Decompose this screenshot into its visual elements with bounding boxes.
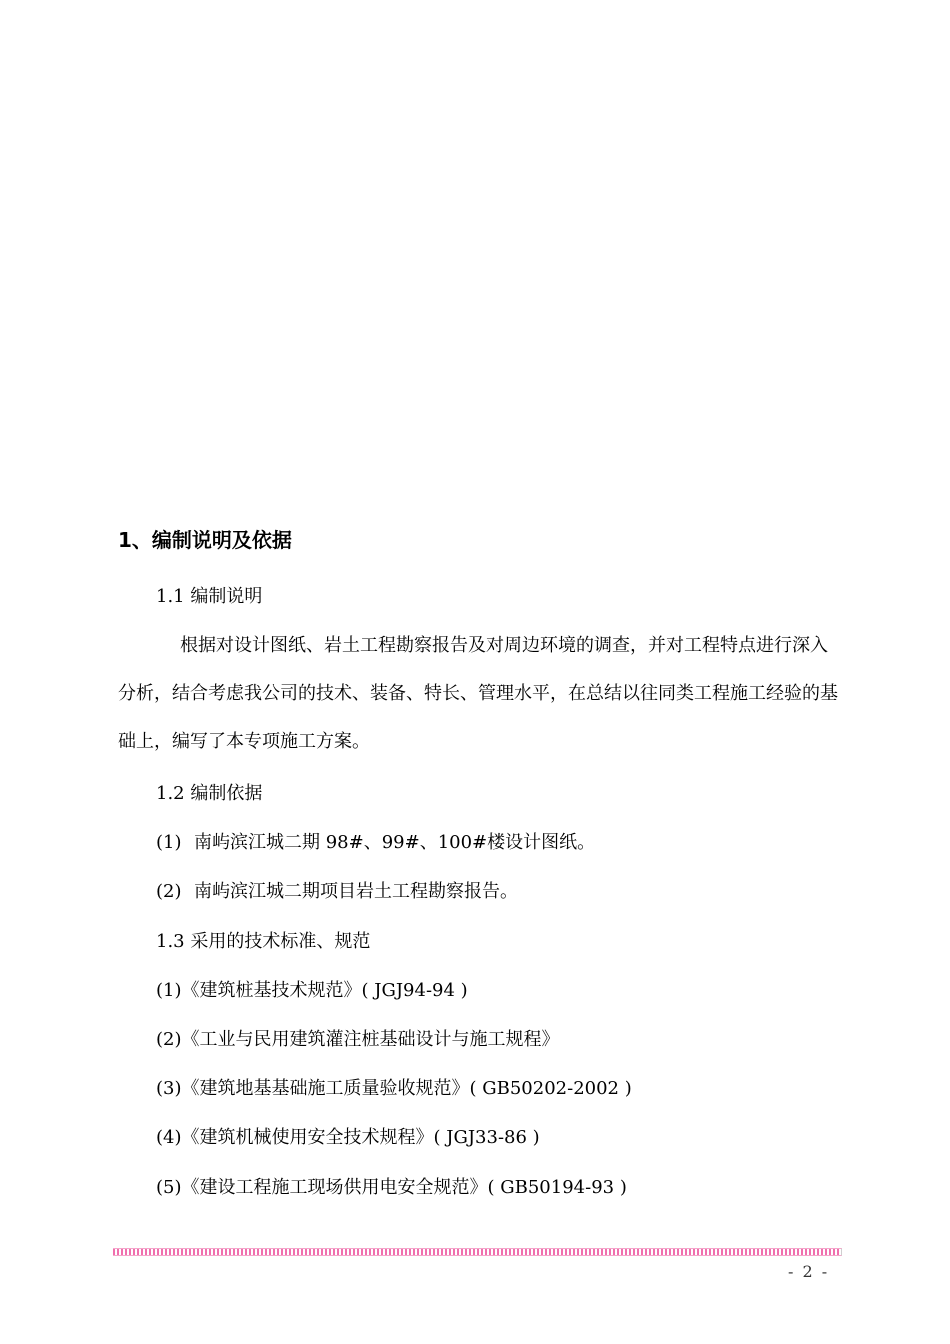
paragraph-line: 础上，编写了本专项施工方案。 xyxy=(118,731,370,752)
item-text: 《建设工程施工现场供用电安全规范》( GB50194-93 ) xyxy=(181,1177,627,1198)
section-title: 1、编制说明及依据 xyxy=(118,528,292,552)
item-text: 南屿滨江城二期项目岩土工程勘察报告。 xyxy=(194,881,518,902)
paragraph-line: 分析，结合考虑我公司的技术、装备、特长、管理水平，在总结以往同类工程施工经验的基 xyxy=(118,683,838,704)
basis-item xyxy=(156,831,595,855)
paragraph-line-text: 根据对设计图纸、岩土工程勘察报告及对周边环境的调查，并对工程特点进行深入 xyxy=(180,635,828,656)
subsection-heading-1-1: 1.1 编制说明 xyxy=(156,586,263,607)
item-number: (1) xyxy=(156,832,182,853)
item-text: 《建筑地基基础施工质量验收规范》( GB50202-2002 ) xyxy=(181,1078,632,1099)
item-text: 《工业与民用建筑灌注桩基础设计与施工规程》 xyxy=(181,1029,560,1050)
standard-item xyxy=(156,1176,627,1200)
item-text: 南屿滨江城二期 98#、99#、100#楼设计图纸。 xyxy=(194,832,596,853)
basis-item xyxy=(156,880,518,904)
standard-item xyxy=(156,979,468,1003)
item-number: (5) xyxy=(156,1177,182,1198)
item-number: (4) xyxy=(156,1127,182,1148)
paragraph-line xyxy=(118,622,878,670)
item-text: 《建筑桩基技术规范》( JGJ94-94 ) xyxy=(181,980,468,1001)
item-text: 《建筑机械使用安全技术规程》( JGJ33-86 ) xyxy=(181,1127,540,1148)
page-number: - 2 - xyxy=(788,1262,830,1281)
standard-item xyxy=(156,1126,540,1150)
item-number: (1) xyxy=(156,980,182,1001)
standard-item xyxy=(156,1077,632,1101)
item-number: (2) xyxy=(156,881,182,902)
item-number: (2) xyxy=(156,1029,182,1050)
standard-item xyxy=(156,1028,560,1052)
subsection-heading-1-2: 1.2 编制依据 xyxy=(156,783,263,804)
subsection-heading-1-3: 1.3 采用的技术标准、规范 xyxy=(156,931,371,952)
paragraph-description xyxy=(118,622,878,766)
item-number: (3) xyxy=(156,1078,182,1099)
footer-divider xyxy=(113,1248,842,1256)
